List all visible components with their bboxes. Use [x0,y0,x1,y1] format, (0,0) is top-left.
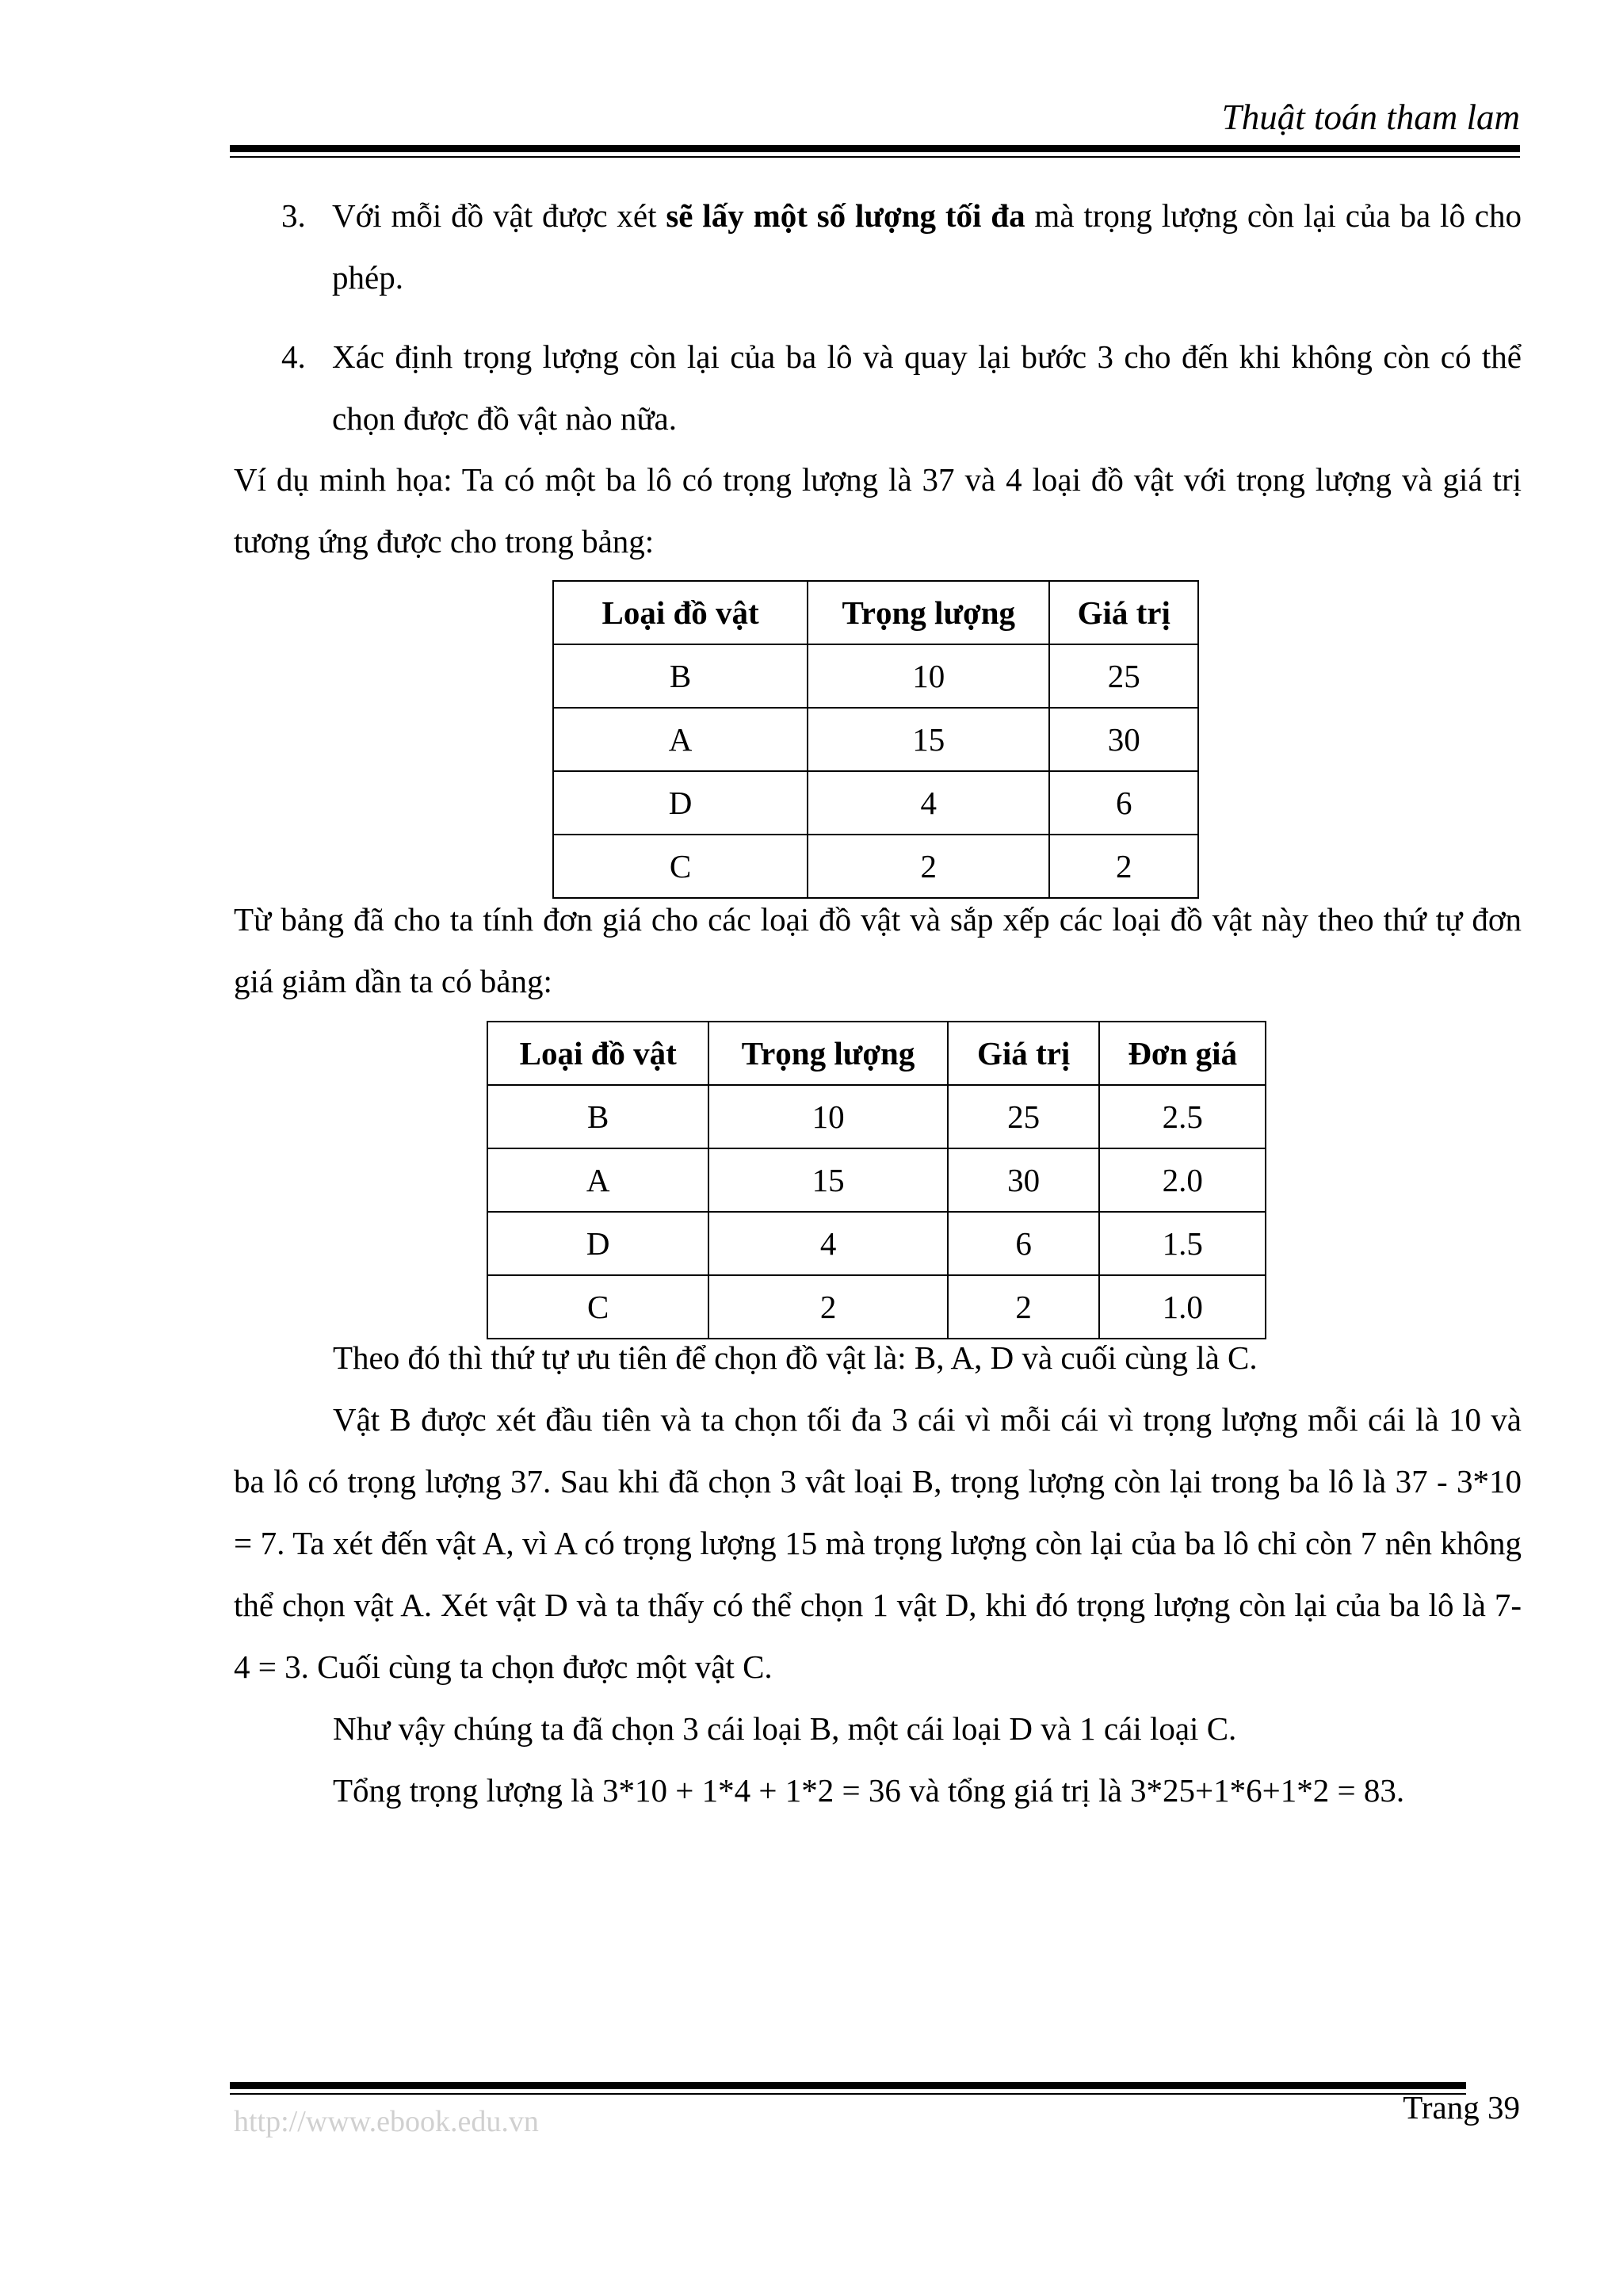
table-cell: 30 [1049,708,1198,771]
unit-price-table [487,1021,1266,1339]
table-header-cell: Loại đồ vật [553,581,808,644]
table-row [487,1148,1266,1212]
table-row [553,708,1198,771]
paragraph: Tổng trọng lượng là 3*10 + 1*4 + 1*2 = 36 và tổng giá trị là 3*25+1*6+1*2 = 83. [333,1772,1405,1809]
table-cell: 30 [948,1148,1100,1212]
table-cell: 25 [1049,644,1198,708]
table-header-cell: Loại đồ vật [487,1022,708,1085]
table-cell: 2 [708,1275,947,1339]
table-cell: 2 [1049,835,1198,898]
table-cell: 2.5 [1099,1085,1266,1148]
header-title: Thuật toán tham lam [1221,97,1520,137]
items-table [552,580,1199,899]
table-row [487,1212,1266,1275]
footer-url: http://www.ebook.edu.vn [234,2105,539,2138]
table-cell: B [553,644,808,708]
step-text: Xác định trọng lượng còn lại của ba lô và quay lại bước 3 cho đến khi không còn có thể chọn được đồ vật nào nữa. [332,338,1522,437]
table-header-cell: Trọng lượng [808,581,1049,644]
table-cell: 25 [948,1085,1100,1148]
table-cell: 1.0 [1099,1275,1266,1339]
table-cell: D [487,1212,708,1275]
page-number: Trang 39 [1403,2089,1520,2126]
step-list [234,185,1522,449]
table-header-row [487,1022,1266,1085]
table-header-row [553,581,1198,644]
table-header-cell: Giá trị [948,1022,1100,1085]
step-text-bold: sẽ lấy một số lượng tối đa [666,197,1025,234]
step-4 [234,326,1522,449]
table-cell: B [487,1085,708,1148]
table-cell: C [553,835,808,898]
table-cell: 15 [708,1148,947,1212]
table-row [553,771,1198,835]
table-cell: A [487,1148,708,1212]
step-number: 4. [281,338,306,375]
table2-intro: Từ bảng đã cho ta tính đơn giá cho các loại đồ vật và sắp xếp các loại đồ vật này theo thứ tự đơn giá giảm dần ta có bảng: [234,901,1522,999]
header-rule-thin [230,156,1520,158]
footer-rule-thick [230,2082,1466,2089]
step-number: 3. [281,197,306,234]
paragraph: Vật B được xét đầu tiên và ta chọn tối đa 3 cái vì mỗi cái vì trọng lượng mỗi cái là 10 và ba lô có trọng lượng 37. Sau khi đã chọn 3 vât loại B, trọng lượng còn lại trong ba lô là 37 - 3*10 = 7. Ta xét đến vật A, vì A có trọng lượng 15 mà trọng lượng còn lại của ba lô chỉ còn 7 nên không thể chọn vật A. Xét vật D và ta thấy có thể chọn 1 vật D, khi đó trọng lượng còn lại của ba lô là 7-4 = 3. Cuối cùng ta chọn được một vật C. [234,1401,1522,1685]
table-cell: 1.5 [1099,1212,1266,1275]
header-rule-thick [230,145,1520,152]
paragraph: Theo đó thì thứ tự ưu tiên để chọn đồ vật là: B, A, D và cuối cùng là C. [333,1339,1258,1376]
table-row [553,644,1198,708]
table-cell: D [553,771,808,835]
table-cell: 15 [808,708,1049,771]
table-cell: 4 [708,1212,947,1275]
step-text: Với mỗi đồ vật được xét [332,197,666,234]
explanation [234,1327,1522,1821]
paragraph: Như vậy chúng ta đã chọn 3 cái loại B, một cái loại D và 1 cái loại C. [333,1710,1237,1747]
table-header-cell: Giá trị [1049,581,1198,644]
table-cell: A [553,708,808,771]
table-cell: 2 [808,835,1049,898]
table-cell: C [487,1275,708,1339]
table-cell: 10 [808,644,1049,708]
table-cell: 4 [808,771,1049,835]
table-row [487,1085,1266,1148]
step-text: mà trọng lượng còn lại của ba lô cho phép. [332,197,1522,296]
table-cell: 2.0 [1099,1148,1266,1212]
step-3 [234,185,1522,308]
table-header-cell: Đơn giá [1099,1022,1266,1085]
table-cell: 6 [1049,771,1198,835]
footer-rule-thin [230,2093,1466,2095]
table-cell: 10 [708,1085,947,1148]
example-intro: Ví dụ minh họa: Ta có một ba lô có trọng lượng là 37 và 4 loại đồ vật với trọng lượng và giá trị tương ứng được cho trong bảng: [234,461,1522,560]
table-cell: 2 [948,1275,1100,1339]
table-header-cell: Trọng lượng [708,1022,947,1085]
table-cell: 6 [948,1212,1100,1275]
